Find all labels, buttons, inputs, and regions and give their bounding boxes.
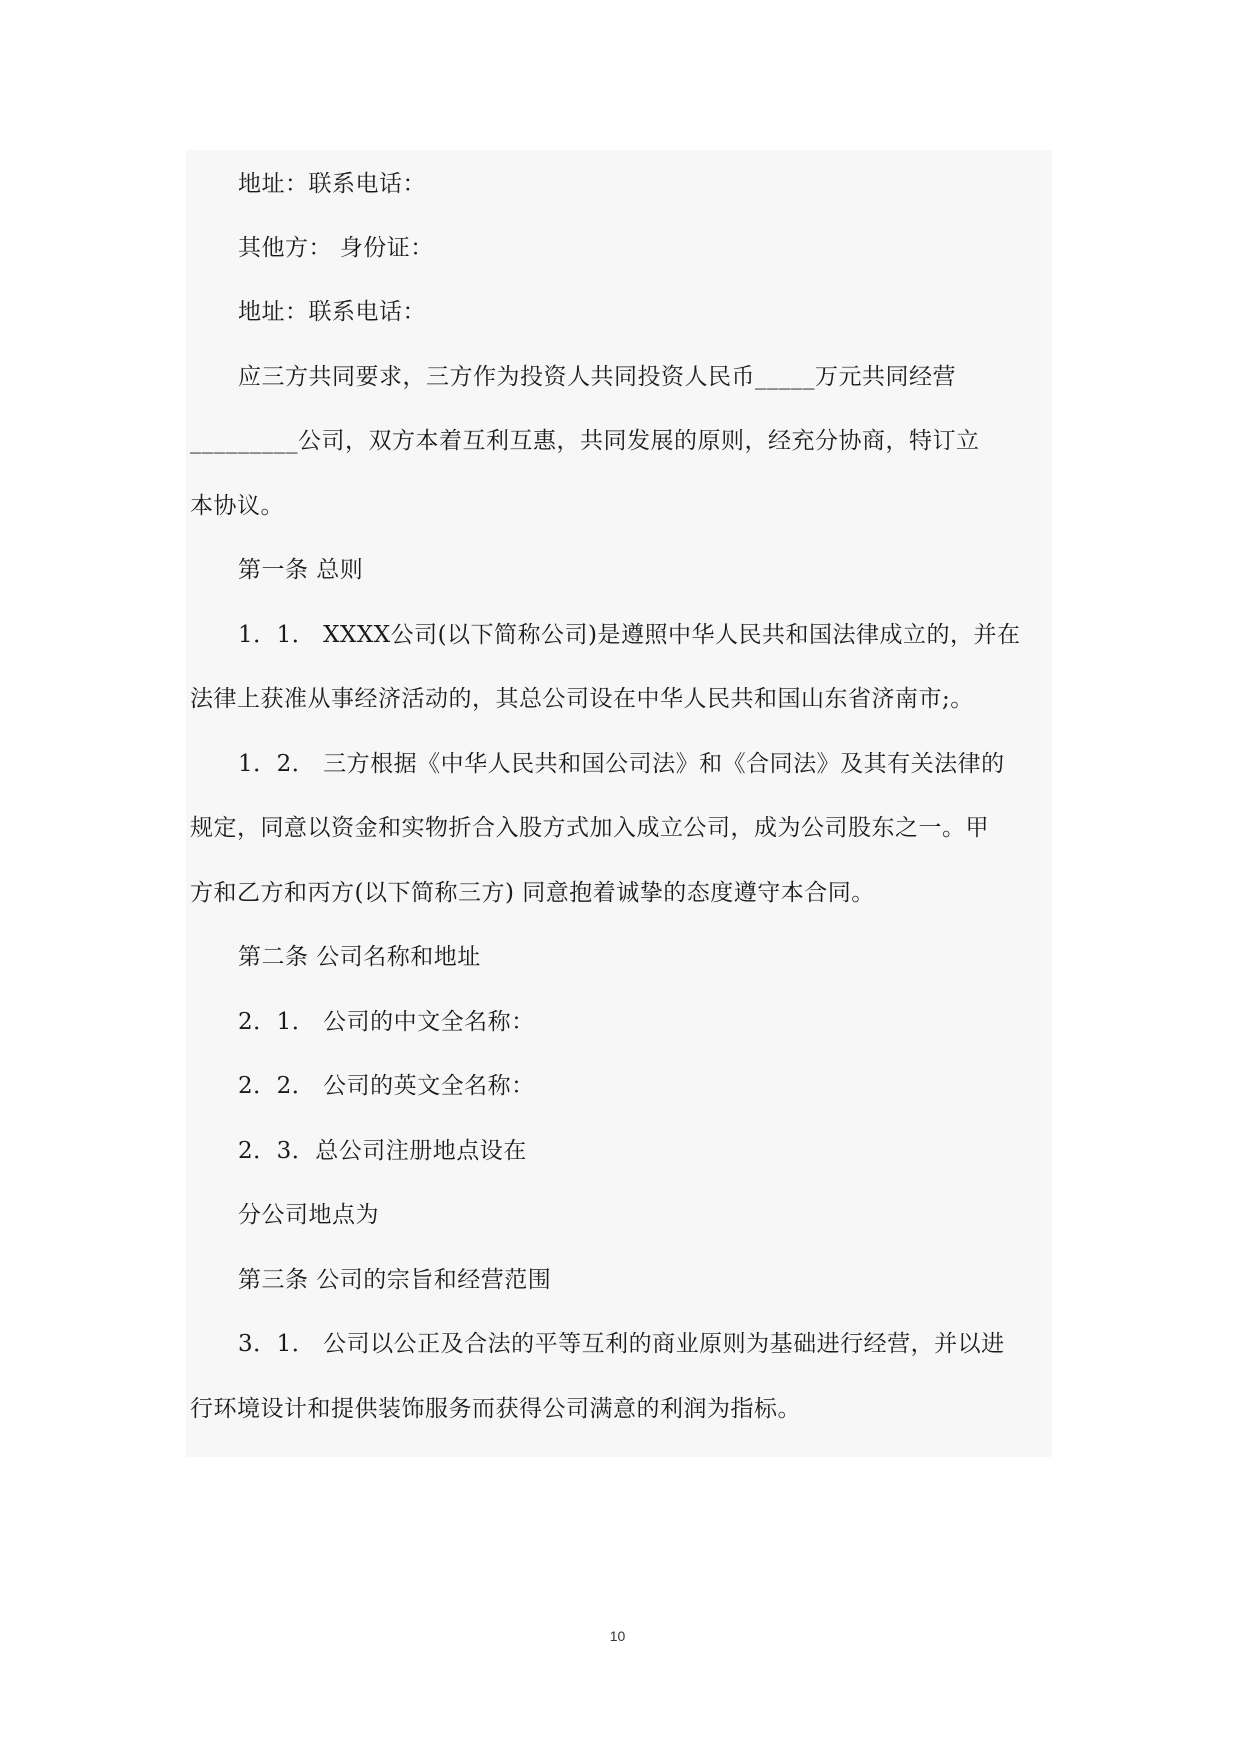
text-line: 1．1． XXXX公司(以下简称公司)是遵照中华人民共和国法律成立的，并在 xyxy=(238,622,1021,648)
text-line: 分公司地点为 xyxy=(238,1202,379,1228)
text-line: 规定，同意以资金和实物折合入股方式加入成立公司，成为公司股东之一。甲 xyxy=(190,815,989,841)
text-line: 行环境设计和提供装饰服务而获得公司满意的利润为指标。 xyxy=(190,1396,801,1422)
text-line: _________公司，双方本着互利互惠，共同发展的原则，经充分协商，特订立 xyxy=(190,428,980,454)
text-line: 2．2． 公司的英文全名称： xyxy=(238,1073,535,1099)
text-line: 地址：联系电话： xyxy=(238,299,426,325)
text-line: 法律上获准从事经济活动的，其总公司设在中华人民共和国山东省济南市;。 xyxy=(190,686,974,712)
text-line: 1．2． 三方根据《中华人民共和国公司法》和《合同法》及其有关法律的 xyxy=(238,751,1005,777)
text-line: 本协议。 xyxy=(190,493,284,519)
text-line: 方和乙方和丙方(以下简称三方) 同意抱着诚挚的态度遵守本合同。 xyxy=(190,880,875,906)
text-line: 2．3．总公司注册地点设在 xyxy=(238,1138,527,1164)
section-heading: 第二条 公司名称和地址 xyxy=(238,944,481,970)
page-number: 10 xyxy=(609,1628,626,1644)
text-line: 其他方： 身份证： xyxy=(238,235,434,261)
text-line: 3．1． 公司以公正及合法的平等互利的商业原则为基础进行经营，并以进 xyxy=(238,1331,1005,1357)
section-heading: 第一条 总则 xyxy=(238,557,364,583)
text-line: 地址：联系电话： xyxy=(238,171,426,197)
text-line: 2．1． 公司的中文全名称： xyxy=(238,1009,535,1035)
section-heading: 第三条 公司的宗旨和经营范围 xyxy=(238,1267,552,1293)
text-line: 应三方共同要求，三方作为投资人共同投资人民币_____万元共同经营 xyxy=(238,364,956,390)
